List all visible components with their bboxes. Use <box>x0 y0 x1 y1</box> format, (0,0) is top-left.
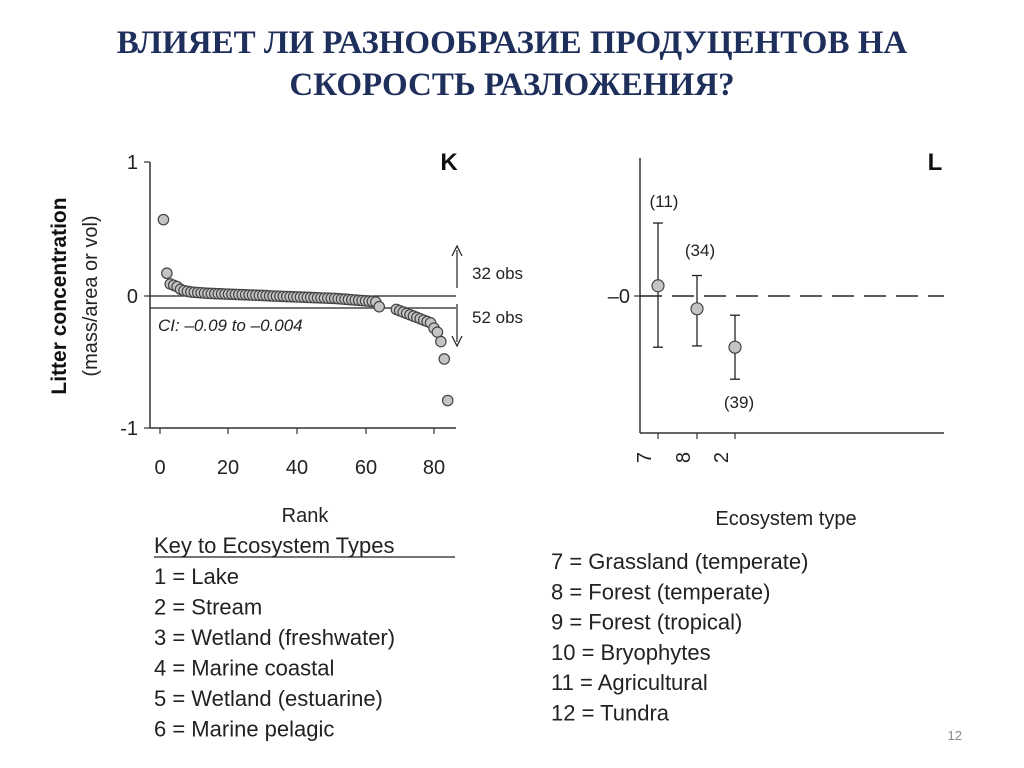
sample-size-label: (34) <box>684 241 716 260</box>
data-point <box>439 354 449 364</box>
data-point <box>729 341 741 353</box>
legend-title: Key to Ecosystem Types <box>154 533 395 558</box>
legend-item: 1 = Lake <box>154 564 240 589</box>
legend-item: 3 = Wetland (freshwater) <box>154 625 396 650</box>
obs-above-label: 32 obs <box>472 264 524 283</box>
panel-label-l: L <box>927 149 943 176</box>
legend-item: 7 = Grassland (temperate) <box>551 549 809 574</box>
legend-ecosystem-types-left <box>154 533 455 742</box>
x-tick-label: 8 <box>673 452 695 464</box>
x-axis-label: Rank <box>281 505 329 527</box>
x-tick-label: 60 <box>354 457 378 479</box>
y-tick-label: 1 <box>126 152 138 174</box>
x-tick-label: 7 <box>634 452 656 464</box>
legend-item: 2 = Stream <box>154 594 263 620</box>
data-point <box>436 336 446 346</box>
x-tick-label: 20 <box>216 457 240 479</box>
data-point <box>443 395 453 405</box>
x-tick-label: 40 <box>285 457 309 479</box>
x-tick-label: 0 <box>154 457 166 479</box>
legend-item: 4 = Marine coastal <box>154 655 335 681</box>
x-tick-label: 2 <box>711 452 733 464</box>
data-point <box>158 214 168 224</box>
x-axis-label: Ecosystem type <box>715 508 857 530</box>
panel-k-chart <box>48 149 523 527</box>
panel-l-chart <box>608 149 944 530</box>
obs-below-label: 52 obs <box>472 308 524 327</box>
sample-size-label: (39) <box>723 393 755 412</box>
y-axis-units: (mass/area or vol) <box>80 215 102 377</box>
ci-annotation: CI: –0.09 to –0.004 <box>158 316 303 335</box>
y-axis-label: Litter concentration <box>48 197 71 395</box>
page-number: 12 <box>947 728 962 743</box>
x-tick-label: 80 <box>422 457 446 479</box>
panel-label-k: K <box>440 149 458 176</box>
data-point <box>691 303 703 315</box>
data-point <box>374 302 384 312</box>
sample-size-label: (11) <box>649 192 679 211</box>
y-tick-label: 0 <box>126 286 138 308</box>
legend-item: 12 = Tundra <box>551 700 670 726</box>
data-point <box>162 268 172 278</box>
y-tick-label: –0 <box>607 286 630 308</box>
legend-item: 10 = Bryophytes <box>551 639 711 665</box>
legend-item: 5 = Wetland (estuarine) <box>154 686 383 711</box>
slide-title-line-1: ВЛИЯЕТ ЛИ РАЗНООБРАЗИЕ ПРОДУЦЕНТОВ НА <box>116 25 908 61</box>
legend-item: 6 = Marine pelagic <box>154 716 335 742</box>
legend-item: 11 = Agricultural <box>551 670 708 696</box>
legend-item: 9 = Forest (tropical) <box>551 609 743 635</box>
slide-title-line-2: СКОРОСТЬ РАЗЛОЖЕНИЯ? <box>289 67 735 103</box>
legend-item: 8 = Forest (temperate) <box>551 579 771 605</box>
legend-ecosystem-types-right <box>551 549 808 726</box>
y-tick-label: -1 <box>120 418 138 440</box>
data-point <box>652 280 664 292</box>
